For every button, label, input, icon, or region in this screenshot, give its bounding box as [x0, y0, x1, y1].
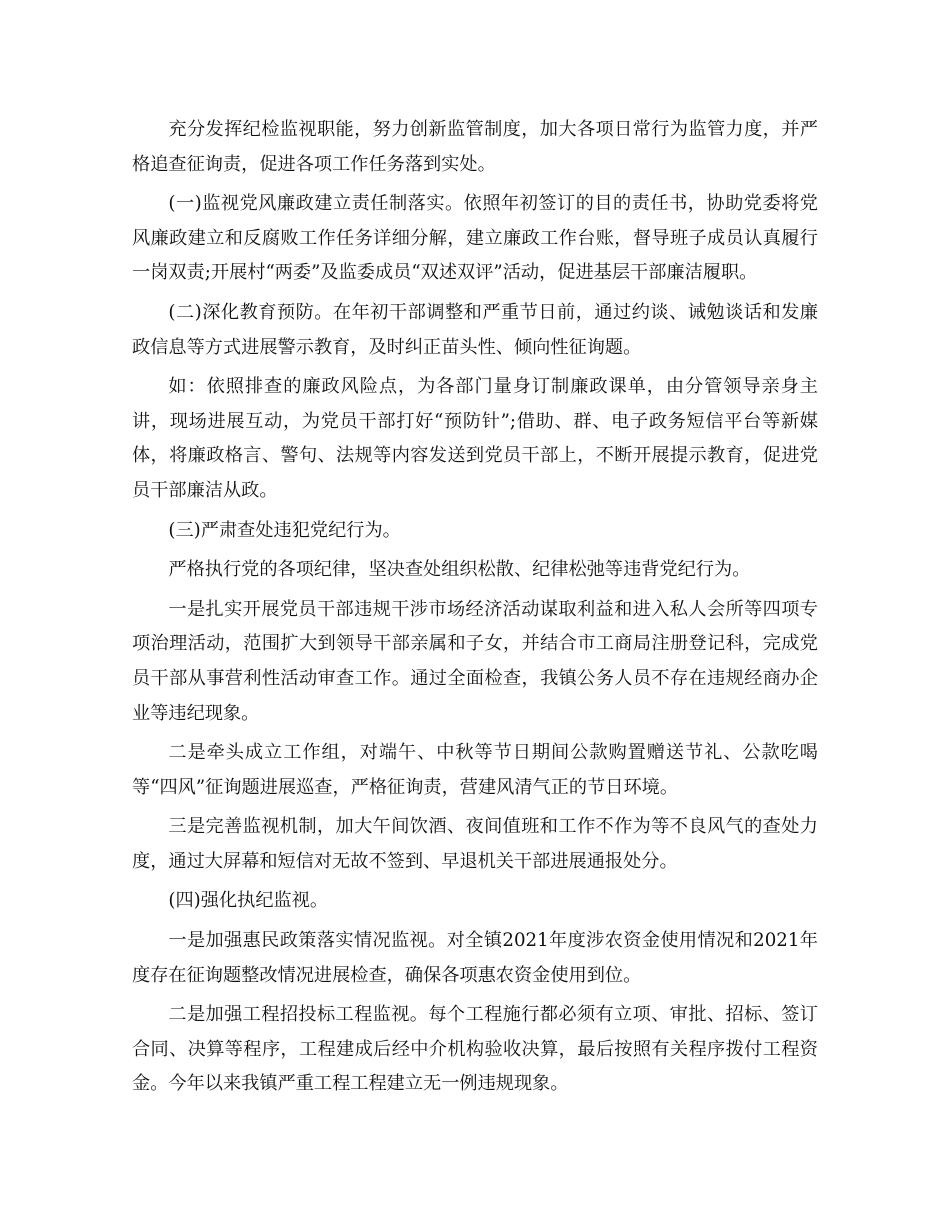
- paragraph-section-2: (二)深化教育预防。在年初干部调整和严重节日前，通过约谈、诫勉谈话和发廉政信息等方式进展警示教育，及时纠正苗头性、倾向性征询题。: [132, 301, 818, 358]
- paragraph-intro: 充分发挥纪检监视职能，努力创新监管制度，加大各项日常行为监管力度，并严格追查征询责，促进各项工作任务落到实处。: [132, 119, 818, 175]
- paragraph-item-two: 二是牵头成立工作组，对端午、中秋等节日期间公款购置赠送节礼、公款吃喝等“四风”征询题进展巡查，严格征询责，营建风清气正的节日环境。: [132, 742, 818, 798]
- paragraph-item-three: 三是完善监视机制，加大午间饮酒、夜间值班和工作不作为等不良风气的查处力度，通过大屏幕和短信对无故不签到、早退机关干部进展通报处分。: [132, 816, 818, 872]
- paragraph-discipline: 严格执行党的各项纪律，坚决查处组织松散、纪律松弛等违背党纪行为。: [168, 559, 751, 581]
- paragraph-section-1: (一)监视党风廉政建立责任制落实。依照年初签订的目的责任书，协助党委将党风廉政建立和反腐败工作任务详细分解，建立廉政工作台账，督导班子成员认真履行一岗双责;开展村“两委”及监委成员“双述双评”活动，促进基层干部廉洁履职。: [132, 193, 818, 284]
- paragraph-supervision-two: 二是加强工程招投标工程监视。每个工程施行都必须有立项、审批、招标、签订合同、决算等程序，工程建成后经中介机构验收决算，最后按照有关程序拨付工程资金。今年以来我镇严重工程工程建立无一例违规现象。: [132, 1004, 818, 1095]
- paragraph-item-one: 一是扎实开展党员干部违规干涉市场经济活动谋取利益和进入私人会所等四项专项治理活动，范围扩大到领导干部亲属和子女，并结合市工商局注册登记科，完成党员干部从事营利性活动审查工作。通过全面检查，我镇公务人员不存在违规经商办企业等违纪现象。: [132, 598, 818, 724]
- paragraph-section-4-heading: (四)强化执纪监视。: [168, 890, 329, 912]
- paragraph-section-3-heading: (三)严肃查处违犯党纪行为。: [168, 519, 401, 541]
- paragraph-example: 如：依照排查的廉政风险点，为各部门量身订制廉政课单，由分管领导亲身主讲，现场进展互动，为党员干部打好“预防针”;借助、群、电子政务短信平台等新媒体，将廉政格言、警句、法规等内容发送到党员干部上，不断开展提示教育，促进党员干部廉洁从政。: [132, 376, 818, 501]
- paragraph-supervision-one: 一是加强惠民政策落实情况监视。对全镇2021年度涉农资金使用情况和2021年度存在征询题整改情况进展检查，确保各项惠农资金使用到位。: [132, 930, 818, 986]
